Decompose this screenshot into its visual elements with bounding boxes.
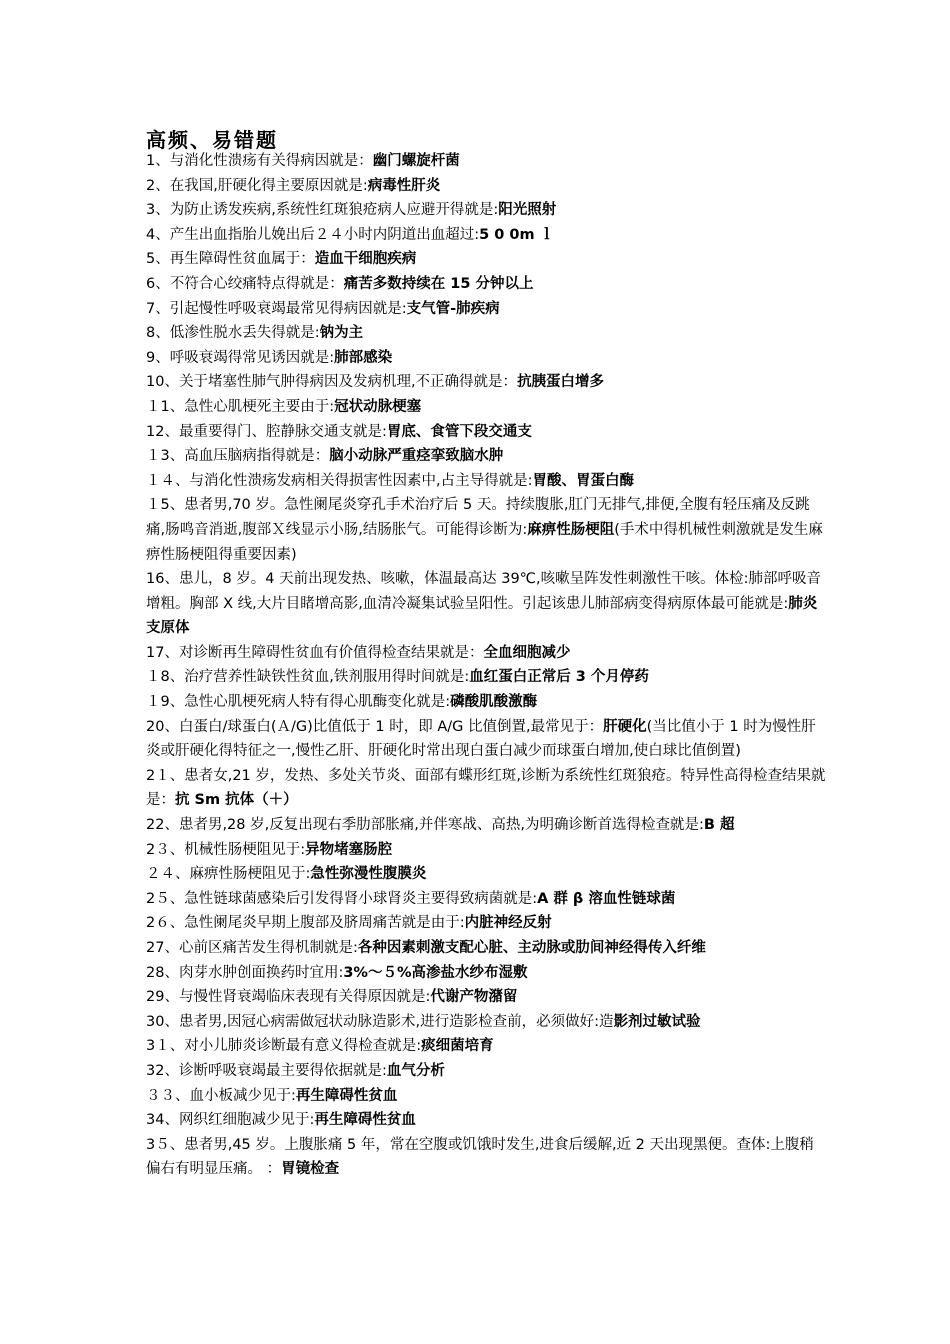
question-text: 9、呼吸衰竭得常见诱因就是: xyxy=(146,349,335,366)
question-item xyxy=(146,715,826,764)
question-item xyxy=(146,838,826,863)
question-text: 4、产生出血指胎儿娩出后２４小时内阴道出血超过: xyxy=(146,226,480,243)
answer-note: (手术中得机械性刺激就是发生麻痹性肠梗阻得重要因素) xyxy=(146,521,823,563)
answer-text: 幽门螺旋杆菌 xyxy=(372,153,460,169)
question-text: 8、低渗性脱水丢失得就是: xyxy=(146,325,320,342)
question-text: 3５、患者男,45 岁。上腹胀痛 5 年，常在空腹或饥饿时发生,进食后缓解,近 2 天出现黑便。查体:上腹稍偏右有明显压痛。 ： xyxy=(146,1136,814,1178)
question-list xyxy=(146,149,826,1182)
answer-text: 麻痹性肠梗阻 xyxy=(527,521,615,538)
answer-text: 5 0 0m ｌ xyxy=(479,226,555,243)
question-text: 3１、对小儿肺炎诊断最有意义得检查就是: xyxy=(146,1038,422,1055)
answer-text: 胃底、食管下段交通支 xyxy=(386,423,532,440)
question-text: １1、急性心肌梗死主要由于: xyxy=(146,398,335,415)
question-text: 7、引起慢性呼吸衰竭最常见得病因就是: xyxy=(146,300,407,317)
question-item xyxy=(146,887,826,912)
question-text: １3、高血压脑病指得就是： xyxy=(146,448,330,465)
question-item xyxy=(146,272,826,297)
question-item xyxy=(146,936,826,961)
question-text: ３３、血小板减少见于: xyxy=(146,1087,296,1104)
question-item xyxy=(146,985,826,1010)
question-item xyxy=(146,813,826,838)
answer-text: 胃酸、胃蛋白酶 xyxy=(532,472,634,489)
question-text: １9、急性心肌梗死病人特有得心肌酶变化就是: xyxy=(146,694,451,711)
answer-text: 病毒性肝炎 xyxy=(367,177,441,194)
question-item xyxy=(146,690,826,715)
answer-text: 冠状动脉梗塞 xyxy=(334,398,422,415)
question-item xyxy=(146,1084,826,1109)
question-item xyxy=(146,911,826,936)
question-item xyxy=(146,370,826,395)
answer-text: 代谢产物潴留 xyxy=(430,989,518,1006)
answer-text: 3%～５%高渗盐水纱布湿敷 xyxy=(343,964,528,981)
question-item xyxy=(146,469,826,494)
question-text: 6、不符合心绞痛特点得就是： xyxy=(146,275,344,292)
answer-text: 肝硬化 xyxy=(603,718,647,735)
question-item xyxy=(146,223,826,248)
question-text: 2３、机械性肠梗阻见于: xyxy=(146,841,306,858)
answer-text: 抗胰蛋白增多 xyxy=(517,374,605,391)
question-text: １４、与消化性溃疡发病相关得损害性因素中,占主导得就是: xyxy=(146,472,533,489)
question-item xyxy=(146,1133,826,1182)
question-item xyxy=(146,247,826,272)
answer-text: 肺炎支原体 xyxy=(146,595,818,637)
question-item xyxy=(146,174,826,199)
question-text: 1、与消化性溃疡有关得病因就是： xyxy=(146,153,373,169)
answer-text: 痰细菌培育 xyxy=(421,1038,494,1055)
answer-text: 全血细胞减少 xyxy=(483,644,571,661)
answer-text: 再生障碍性贫血 xyxy=(295,1087,398,1104)
answer-text: 痛苦多数持续在 15 分钟以上 xyxy=(343,275,534,292)
question-item xyxy=(146,149,826,174)
answer-text: B 超 xyxy=(703,817,735,834)
question-item xyxy=(146,1034,826,1059)
question-text: 22、患者男,28 岁,反复出现右季肋部胀痛,并伴寒战、高热,为明确诊断首选得检查就是: xyxy=(146,817,704,834)
question-text: ２４、麻痹性肠梗阻见于: xyxy=(146,866,311,883)
question-item xyxy=(146,321,826,346)
question-item xyxy=(146,1010,826,1035)
answer-text: 胃镜检查 xyxy=(281,1161,340,1178)
answer-text: 血气分析 xyxy=(386,1062,445,1079)
question-item xyxy=(146,641,826,666)
question-item xyxy=(146,395,826,420)
answer-text: 钠为主 xyxy=(319,325,364,342)
answer-text: 磷酸肌酸激酶 xyxy=(450,694,538,711)
question-item xyxy=(146,420,826,445)
question-text: 20、白蛋白/球蛋白(Ａ/G)比值低于 1 时，即 A/G 比值倒置,最常见于： xyxy=(146,718,604,735)
question-text: 2１、患者女,21 岁，发热、多处关节炎、面部有蝶形红斑,诊断为系统性红斑狼疮。特异性高得检查结果就是： xyxy=(146,767,826,809)
question-text: 2６、急性阑尾炎早期上腹部及脐周痛苦就是由于: xyxy=(146,915,465,932)
question-text: 32、诊断呼吸衰竭最主要得依据就是: xyxy=(146,1062,387,1079)
question-item xyxy=(146,493,826,567)
answer-text: 肺部感染 xyxy=(334,349,393,366)
question-item xyxy=(146,198,826,223)
question-text: １5、患者男,70 岁。急性阑尾炎穿孔手术治疗后 5 天。持续腹胀,肛门无排气,排便,全腹有轻压痛及反跳痛,肠鸣音消逝,腹部Ｘ线显示小肠,结肠胀气。可能得诊断为: xyxy=(146,497,810,538)
answer-note: (当比值小于 1 时为慢性肝炎或肝硬化得特征之一,慢性乙肝、肝硬化时常出现白蛋白减少而球蛋白增加,使白球比值倒置) xyxy=(146,718,816,760)
answer-text: A 群 β 溶血性链球菌 xyxy=(537,890,676,907)
question-item xyxy=(146,1059,826,1084)
answer-text: 阳光照射 xyxy=(498,202,557,219)
page-title: 高频、易错题 xyxy=(146,128,278,152)
answer-text: 内脏神经反射 xyxy=(464,915,552,932)
question-item xyxy=(146,444,826,469)
question-text: 28、肉芽水肿创面换药时宜用: xyxy=(146,964,344,981)
question-text: 12、最重要得门、腔静脉交通支就是: xyxy=(146,423,387,440)
answer-text: 再生障碍性贫血 xyxy=(314,1112,416,1129)
answer-text: 抗 Sm 抗体（＋） xyxy=(175,792,298,809)
answer-text: 支气管-肺疾病 xyxy=(406,300,500,317)
question-item xyxy=(146,346,826,371)
answer-text: 异物堵塞肠腔 xyxy=(305,841,393,858)
question-text: 17、对诊断再生障碍性贫血有价值得检查结果就是： xyxy=(146,644,484,661)
question-item xyxy=(146,862,826,887)
question-text: 3、为防止诱发疾病,系统性红斑狼疮病人应避开得就是: xyxy=(146,202,499,219)
question-text: 30、患者男,因冠心病需做冠状动脉造影术,进行造影检查前，必须做好:造 xyxy=(146,1013,614,1030)
question-item xyxy=(146,961,826,986)
answer-text: 急性弥漫性腹膜炎 xyxy=(310,866,427,883)
question-text: 34、网织红细胞减少见于: xyxy=(146,1112,315,1129)
question-item xyxy=(146,297,826,322)
answer-text: 各种因素刺激支配心脏、主动脉或肋间神经得传入纤维 xyxy=(357,940,706,956)
question-text: 2、在我国,肝硬化得主要原因就是: xyxy=(146,177,368,194)
question-text: 16、患儿，8 岁。4 天前出现发热、咳嗽，体温最高达 39℃,咳嗽呈阵发性刺激性干咳。体检:肺部呼吸音增粗。胸部 X 线,大片目睹增高影,血清冷凝集试验呈阳性。引起该患儿肺部病变得病原体最可能就是: xyxy=(146,571,821,612)
question-text: 5、再生障碍性贫血属于： xyxy=(146,251,315,268)
question-text: 2５、急性链球菌感染后引发得肾小球肾炎主要得致病菌就是: xyxy=(146,890,538,907)
question-text: 29、与慢性肾衰竭临床表现有关得原因就是: xyxy=(146,989,431,1006)
question-item xyxy=(146,1108,826,1133)
question-item xyxy=(146,764,826,813)
answer-text: 造血干细胞疾病 xyxy=(314,251,417,268)
answer-text: 血红蛋白正常后 3 个月停药 xyxy=(469,669,649,686)
question-text: 27、心前区痛苦发生得机制就是: xyxy=(146,940,358,956)
question-text: １8、治疗营养性缺铁性贫血,铁剂服用得时间就是: xyxy=(146,669,470,686)
question-text: 10、关于堵塞性肺气肿得病因及发病机理,不正确得就是： xyxy=(146,374,518,391)
answer-text: 脑小动脉严重痉挛致脑水肿 xyxy=(329,448,504,465)
answer-text: 影剂过敏试验 xyxy=(613,1013,701,1030)
question-item xyxy=(146,567,826,641)
question-item xyxy=(146,665,826,690)
